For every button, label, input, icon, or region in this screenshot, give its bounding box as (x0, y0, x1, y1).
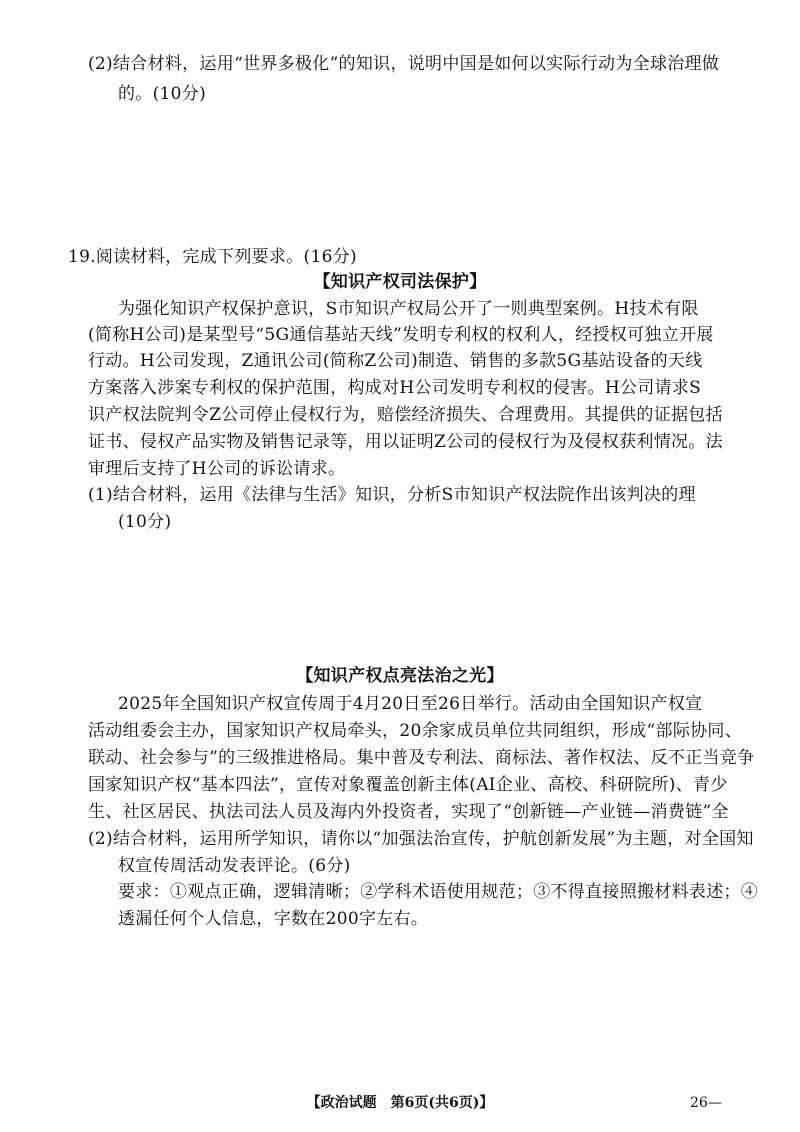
section2-requirements-line: 要求：①观点正确，逻辑清晰；②学科术语使用规范；③不得直接照搬材料表述；④ (118, 882, 759, 902)
section1-para-line: 为强化知识产权保护意识，S市知识产权局公开了一则典型案例。H技术有限 (118, 299, 699, 319)
footer-page-title: 【政治试题 第6页(共6页)】 (306, 1095, 494, 1111)
section2-para-line: 活动组委会主办，国家知识产权局牵头，20余家成员单位共同组织，形成“部际协同、 (88, 721, 743, 741)
footer-code: 26— (690, 1095, 722, 1111)
section2-question-line: (2)结合材料，运用所学知识，请你以“加强法治宣传，护航创新发展”为主题，对全国知 (88, 829, 754, 849)
section1-para-line: (简称H公司)是某型号“5G通信基站天线”发明专利权的权利人，经授权可独立开展 (88, 325, 714, 345)
q18-part2-line2: 的。(10分) (118, 84, 206, 104)
q19-stem: 19.阅读材料，完成下列要求。(16分) (68, 247, 357, 267)
section1-para-line: 行动。H公司发现，Z通讯公司(简称Z公司)制造、销售的多款5G基站设备的天线 (88, 351, 703, 371)
q18-part2-line1: (2)结合材料，运用“世界多极化”的知识，说明中国是如何以实际行动为全球治理做 (88, 54, 720, 74)
section2-para-line: 联动、社会参与”的三级推进格局。集中普及专利法、商标法、著作权法、反不正当竞争 (88, 748, 755, 768)
section1-para-line: 审理后支持了H公司的诉讼请求。 (88, 459, 346, 479)
section2-para-line: 2025年全国知识产权宣传周于4月20日至26日举行。活动由全国知识产权宣 (118, 694, 703, 714)
section1-para-line: 识产权法院判令Z公司停止侵权行为，赔偿经济损失、合理费用。其提供的证据包括 (88, 405, 723, 425)
section2-question-line: 权宣传周活动发表评论。(6分) (118, 856, 351, 876)
section1-heading: 【知识产权司法保护】 (313, 272, 487, 292)
section1-para-line: 方案落入涉案专利权的保护范围，构成对H公司发明专利权的侵害。H公司请求S (88, 378, 702, 398)
section2-para-line: 国家知识产权“基本四法”，宣传对象覆盖创新主体(AI企业、高校、科研院所)、青少 (88, 775, 728, 795)
section2-requirements-line: 透漏任何个人信息，字数在200字左右。 (118, 909, 429, 929)
section2-para-line: 生、社区居民、执法司法人员及海内外投资者，实现了“创新链—产业链—消费链”全 (88, 802, 729, 822)
section1-question-line2: (10分) (118, 512, 172, 532)
section1-question-line1: (1)结合材料，运用《法律与生活》知识，分析S市知识产权法院作出该判决的理 (88, 485, 696, 505)
section2-heading: 【知识产权点亮法治之光】 (296, 666, 504, 686)
section1-para-line: 证书、侵权产品实物及销售记录等，用以证明Z公司的侵权行为及侵权获利情况。法 (88, 432, 723, 452)
